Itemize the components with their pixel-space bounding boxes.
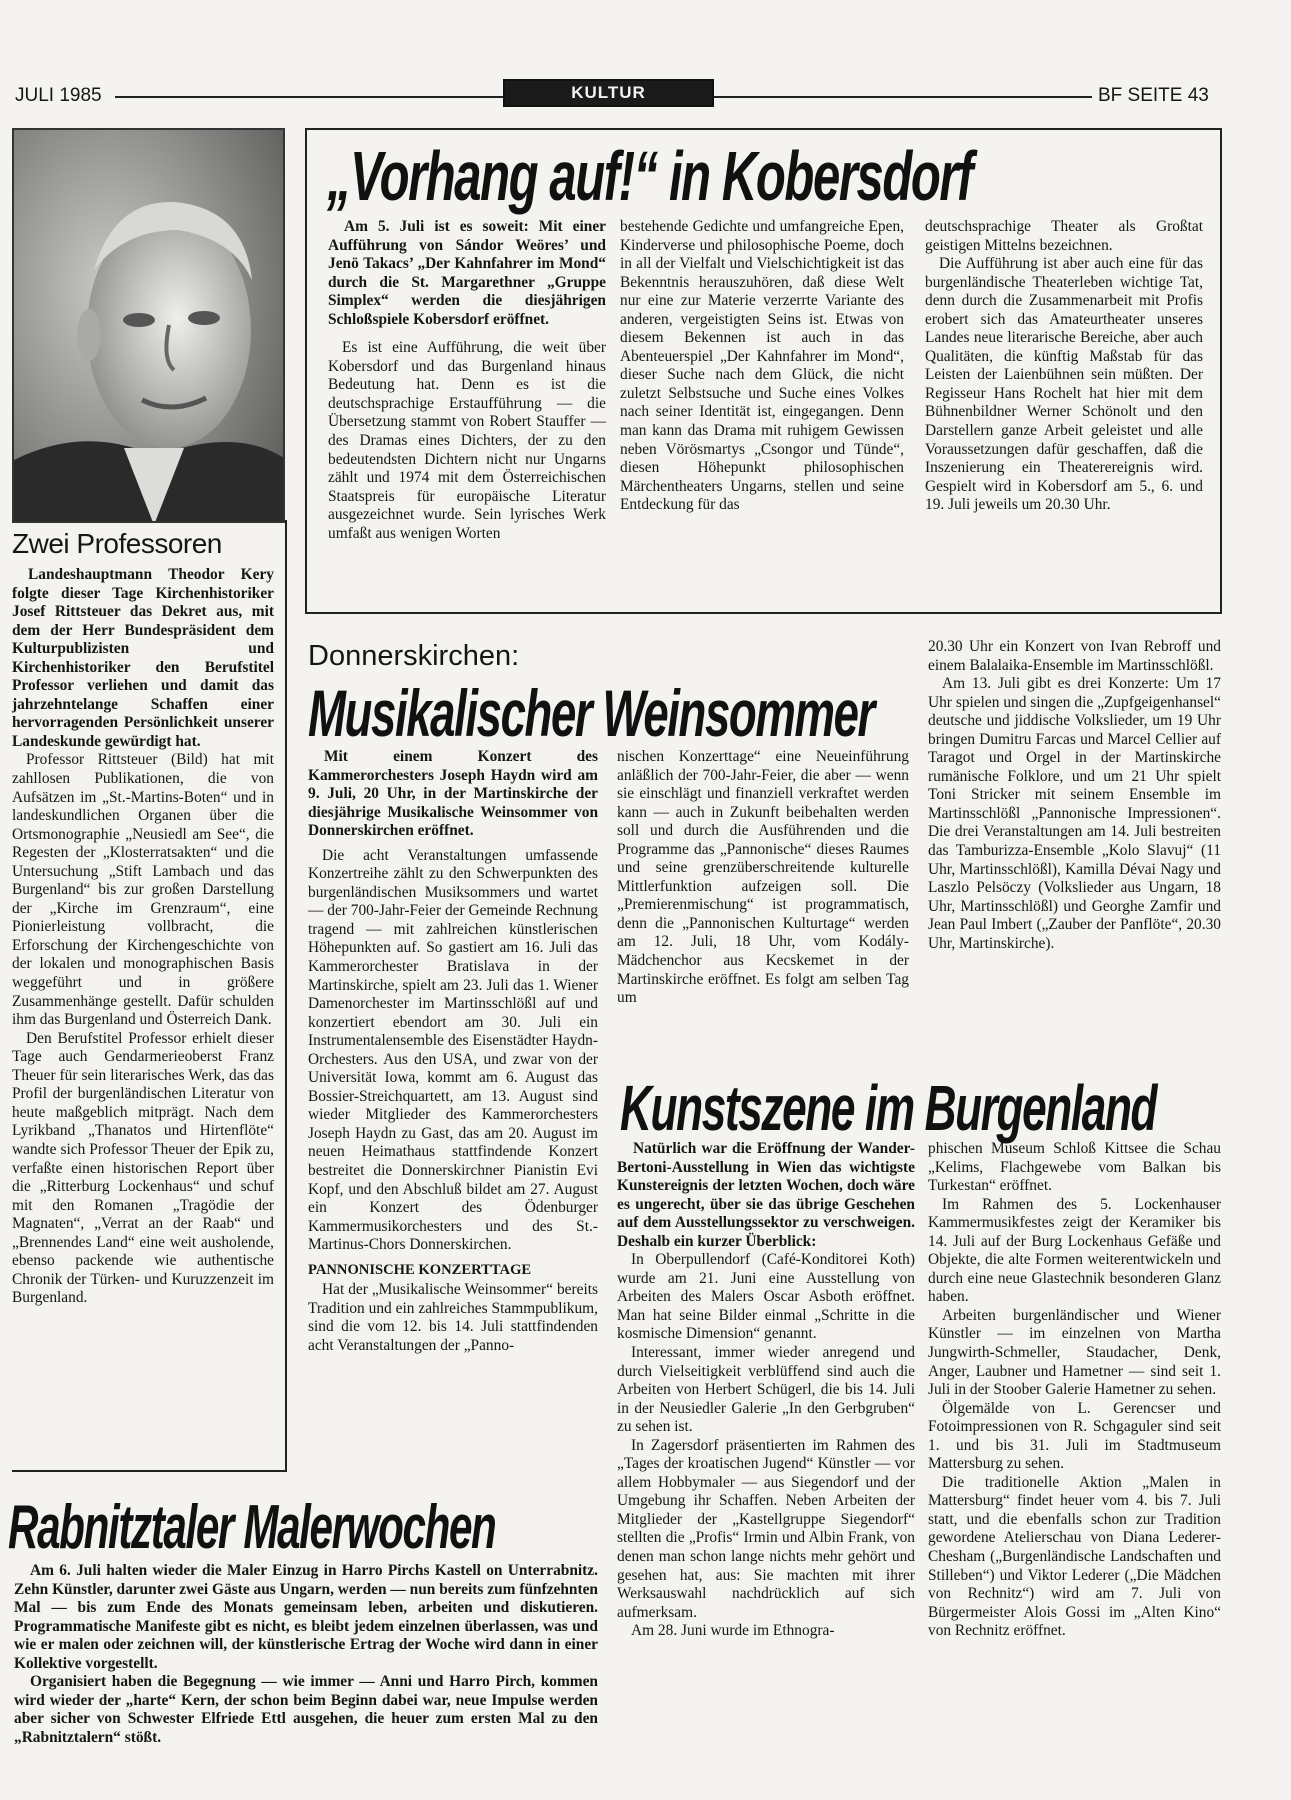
- article-kobersdorf-headline: „Vorhang auf!“ in Kobersdorf: [327, 137, 972, 215]
- article-kunstszene-paragraph: In Oberpullendorf (Café-Konditorei Koth) wurde am 21. Juni eine Ausstellung von Arbeiten des Malers Oscar Asboth eröffnet. Man hat seine Bilder einmal „Schritte in die kosmische Dimension“ genannt.: [617, 1251, 915, 1343]
- article-kunstszene-headline: Kunstszene im Burgenland: [620, 1072, 1157, 1144]
- sidebar-headline: Zwei Professoren: [12, 528, 222, 559]
- article-weinsommer-subhead: PANNONISCHE KONZERTTAGE: [308, 1261, 532, 1278]
- article-rabnitz-text: [14, 1562, 598, 1747]
- header-rule-left: [115, 96, 503, 98]
- article-kobersdorf-col2: [620, 218, 904, 515]
- portrait-photo: [12, 128, 285, 523]
- sidebar-lead: Landeshauptmann Theodor Kery folgte dieser Tage Kirchenhistoriker Josef Rittsteuer das Dekret aus, mit dem der Herr Bundespräsident dem Kulturpublizisten und Kirchenhistoriker den Berufstitel Professor verliehen und damit das jahrzehntelange Schaffen einer hervorragenden Persönlichkeit unserer Landeskunde gewürdigt hat.: [12, 566, 274, 750]
- article-kobersdorf-lead: Am 5. Juli ist es soweit: Mit einer Aufführung von Sándor Weöres’ und Jenö Takacs’ „Der Kahnfahrer im Mond“ durch die St. Margarethner „Gruppe Simplex“ werden die diesjährigen Schloßspiele Kobersdorf eröffnet.: [328, 218, 606, 328]
- article-kobersdorf-paragraph: Es ist eine Aufführung, die weit über Kobersdorf und das Burgenland hinaus Bedeutung hat. Denn es ist die deutschsprachige Erstaufführung — die Übersetzung stammt von Robert Stauffer — des Dramas eines Dichters, der zu den bedeutendsten Dichtern nicht nur Ungarns zählt und 1974 mit dem Österreichischen Staatspreis für europäische Literatur ausgezeichnet wurde. Sein lyrisches Werk umfaßt aus wenigen Worten: [328, 339, 606, 542]
- article-weinsommer-paragraph: Am 13. Juli gibt es drei Konzerte: Um 17 Uhr spielen und singen die „Zupfgeigenhansel“ deutsche und jiddische Volkslieder, um 19 Uhr bringen Dumitru Farcas und Marcel Cellier auf Taragot und Orgel in der Martinskirche rumänische Folklore, und um 21 Uhr spielt Toni Stricker mit seinem Ensemble im Martinsschlößl „Pannonische Impressionen“. Die drei Veranstaltungen am 14. Juli bestreiten das Tamburizza-Ensemble „Kolo Slavuj“ (11 Uhr, Martinsschlößl), Kamilla Dévai Nagy und Laszlo Pelsöczy (Volkslieder aus Ungarn, 18 Uhr, Martinsschlößl) und Georghe Zamfir und Jean Paul Imbert („Zauber der Panflöte“, 20.30 Uhr, Martinskirche).: [928, 675, 1221, 952]
- article-kunstszene-lead: Natürlich war die Eröffnung der Wander-Bertoni-Ausstellung in Wien das wichtigste Kunstereignis der letzten Wochen, doch wäre es ungerecht, über sie das übrige Geschehen auf dem Ausstellungssektor zu verschweigen. Deshalb ein kurzer Überblick:: [617, 1140, 915, 1250]
- article-kunstszene-paragraph: phischen Museum Schloß Kittsee die Schau „Kelims, Flachgewebe vom Balkan bis Turkestan“ eröffnet.: [928, 1140, 1221, 1195]
- article-kobersdorf-paragraph: bestehende Gedichte und umfangreiche Epen, Kinderverse und philosophische Poeme, doch in all der Vielfalt und Vielschichtigkeit ist das Bekenntnis herauszuhören, daß diese Welt nur eine zur Materie verzerrte Variante des anderen, vergeistigten Seins ist. Etwas von diesem Bekennen ist auch in das Abenteuerspiel „Der Kahnfahrer im Mond“, dieser Suche nach dem Glück, die nicht zuletzt Selbstsuche und Suche eines Volkes nach seiner Identität ist, eingegangen. Denn man kann das Drama mit ruhigem Gewissen neben Vörösmartys „Csongor und Tünde“, diesen Höhepunkt philosophischen Märchentheaters Ungarns, stellen und seine Entdeckung für das: [620, 218, 904, 514]
- section-label: [503, 79, 714, 107]
- article-weinsommer-paragraph: Die acht Veranstaltungen umfassende Konzertreihe zählt zu den Schwerpunkten des burgenländischen Musiksommers und wartet — der 700-Jahr-Feier der Gemeinde Rechnung tragend — mit zahlreichen künstlerischen Höhepunkten auf. So gastiert am 16. Juli das Kammerorchester Bratislava in der Martinskirche, spielt am 23. Juli das 1. Wiener Damenorchester im Martinsschlößl auf und konzertiert ebendort am 30. Juli ein Instrumentalensemble des Eisenstädter Haydn-Orchesters. Aus den USA, und zwar von der Universität Iowa, kommt am 6. August das Bossier-Streichquartett, am 13. August sind wieder Mitglieder des Kammerorchesters Joseph Haydn zu Gast, das am 20. August im neuen Heimathaus stattfindende Konzert bestreitet die Donnerskirchner Pianistin Evi Kopf, und den Abschluß bildet am 27. August ein Konzert des Ödenburger Kammermusikorchesters und des St.-Martinus-Chors Donnerskirchen.: [308, 846, 598, 1254]
- article-kunstszene-paragraph: Interessant, immer wieder anregend und durch Vielseitigkeit verblüffend sind auch die Arbeiten von Herbert Schügerl, die bis 14. Juli in der Neusiedler Galerie „In den Gerbgruben“ zu sehen ist.: [617, 1344, 915, 1436]
- article-weinsommer-paragraph: nischen Konzerttage“ eine Neueinführung anläßlich der 700-Jahr-Feier, die aber — wenn sie einschlägt und finanziell verkraftet werden kann — auch in Zukunft beibehalten werden soll und durch die Ausführenden und die Programme das „Pannonische“ dieses Raumes und seine grenzüberschreitende kulturelle Mittlerfunktion aufzeigen soll. Die „Premierenmischung“ ist programmatisch, denn die „Pannonischen Kulturtage“ werden am 12. Juli, 18 Uhr, vom Kodály-Mädchenchor aus Kecskemet in der Martinskirche eröffnet. Es folgt am selben Tag um: [617, 748, 909, 1007]
- article-kobersdorf-paragraph: Die Aufführung ist aber auch eine für das burgenländische Theaterleben wichtige Tat, denn durch die Zusammenarbeit mit Profis erobert sich das Amateurtheater unseres Landes neue literarische Bereiche, aber auch Qualitäten, die künftig Maßstab für das Leisten der Laienbühnen sein müßten. Der Regisseur Hans Rochelt hat hier mit dem Bühnenbildner Werner Schönolt und den Darstellern ganze Arbeit geleistet und alle Voraussetzungen dafür geschaffen, daß die Inszenierung ein Theaterereignis wird. Gespielt wird in Kobersdorf am 5., 6. und 19. Juli jeweils um 20.30 Uhr.: [925, 255, 1203, 514]
- article-rabnitz-headline: Rabnitztaler Malerwochen: [8, 1493, 496, 1562]
- sidebar-text: [12, 566, 274, 1308]
- article-rabnitz-lead: Am 6. Juli halten wieder die Maler Einzug in Harro Pirchs Kastell on Unterrabnitz. Zehn Künstler, darunter zwei Gäste aus Ungarn, werden — nun bereits zum fünfzehnten Mal — bis zum Ende des Monats gemeinsam leben, arbeiten und diskutieren. Programmatische Manifeste gibt es nicht, es bleibt jedem einzelnen überlassen, was und wie er malen oder zeichnen will, der künstlerische Ertrag der Woche wird dann in einer Kollektive vorgestellt.: [14, 1562, 598, 1672]
- article-kunstszene-paragraph: Ölgemälde von L. Gerencser und Fotoimpressionen von R. Schgaguler sind seit 1. und bis 31. Juli im Stadtmuseum Mattersburg zu sehen.: [928, 1399, 1221, 1473]
- article-kunstszene-paragraph: Die traditionelle Aktion „Malen in Mattersburg“ findet heuer vom 4. bis 7. Juli statt, und die ebenfalls schon zur Tradition gewordene Atelierschau von Diana Lederer-Chesham („Burgenländische Landschaften und Stilleben“) und Viktor Lederer („Die Mädchen von Rechnitz“) wird am 7. Juli von Bürgermeister Alois Gossi im „Alten Kino“ von Rechnitz eröffnet.: [928, 1473, 1221, 1640]
- article-kunstszene-paragraph: Arbeiten burgenländischer und Wiener Künstler — im einzelnen von Martha Jungwirth-Schmeller, Staudacher, Denk, Anger, Laubner und Hametner — sind seit 1. Juli in der Stoober Galerie Hametner zu sehen.: [928, 1306, 1221, 1399]
- header-page: BF SEITE 43: [1098, 85, 1209, 106]
- article-weinsommer-paragraph: Hat der „Musikalische Weinsommer“ bereits Tradition und ein zahlreiches Stammpublikum, sind die vom 12. bis 14. Juli stattfindenden acht Veranstaltungen der „Panno-: [308, 1281, 598, 1354]
- article-kobersdorf-col3: [925, 218, 1203, 515]
- article-weinsommer-lead: Mit einem Konzert des Kammerorchesters Joseph Haydn wird am 9. Juli, 20 Uhr, in der Martinskirche der diesjährige Musikalische Weinsommer von Donnerskirchen eröffnet.: [308, 748, 598, 840]
- sidebar-frame-right: [285, 520, 287, 1470]
- sidebar-frame-bottom: [12, 1470, 287, 1472]
- article-kunstszene-paragraph: Im Rahmen des 5. Lockenhauser Kammermusikfestes zeigt der Keramiker bis 14. Juli auf der Burg Lockenhaus Gefäße und Objekte, die alte Formen weiterentwickeln und durch eine neue Glastechnik besonderen Glanz haben.: [928, 1195, 1221, 1306]
- article-kunstszene-col2: [928, 1140, 1221, 1641]
- article-weinsommer-headline: Musikalischer Weinsommer: [308, 676, 874, 750]
- header-date: JULI 1985: [15, 85, 102, 106]
- article-weinsommer-col3: [928, 638, 1221, 953]
- section-label-text: KULTUR: [571, 83, 646, 102]
- article-kobersdorf-paragraph: deutschsprachige Theater als Großtat geistigen Mittelns bezeichnen.: [925, 218, 1203, 254]
- article-weinsommer-paragraph: 20.30 Uhr ein Konzert von Ivan Rebroff und einem Balalaika-Ensemble im Martinsschlößl.: [928, 638, 1221, 674]
- article-rabnitz-lead: Organisiert haben die Begegnung — wie immer — Anni und Harro Pirch, kommen wird wieder der „harte“ Kern, der schon beim Beginn dabei war, neue Impulse werden aber sicher von Schwester Elfriede Ettl ausgehen, die heuer zum ersten Mal zu den „Rabnitztalern“ stößt.: [14, 1673, 598, 1746]
- sidebar-paragraph: Den Berufstitel Professor erhielt dieser Tage auch Gendarmerieoberst Franz Theuer für sein literarisches Werk, das das Profil der burgenländischen Literatur von heute maßgeblich mitprägt. Nach dem Lyrikband „Thanatos und Hirtenflöte“ wandte sich Professor Theuer der Epik zu, verfaßte einen historischen Report über die „Ritterburg Lockenhaus“ und schuf mit den Romanen „Tragödie der Magnaten“, „Verrat an der Raab“ und „Brennendes Land“ eine weit ausholende, ebenso packende wie authentische Chronik der Türken- und Kuruzzenzeit im Burgenland.: [12, 1029, 274, 1307]
- portrait-photo-icon: [14, 130, 285, 523]
- article-kobersdorf-col1: [328, 218, 606, 543]
- article-weinsommer-col1: [308, 748, 598, 1356]
- article-kunstszene-col1: [617, 1140, 915, 1641]
- article-kunstszene-paragraph: Am 28. Juni wurde im Ethnogra-: [631, 1622, 835, 1640]
- article-weinsommer-kicker: Donnerskirchen:: [308, 640, 520, 672]
- header-rule-right: [714, 96, 1092, 98]
- article-weinsommer-col2: [617, 748, 909, 1008]
- article-kunstszene-paragraph: In Zagersdorf präsentierten im Rahmen des „Tages der kroatischen Jugend“ Künstler — vor allem Hobbymaler — aus Siegendorf und der Umgebung ihr Schaffen. Neben Arbeiten der Mitglieder der „Kastellgruppe Siegendorf“ stellten die „Profis“ Irmin und Albin Frank, von denen man schon lange nichts mehr gehört und gesehen hat, aus: Sie machten mit ihrer Werksauswahl nachdrücklich auf sich aufmerksam.: [617, 1436, 915, 1621]
- sidebar-paragraph: Professor Rittsteuer (Bild) hat mit zahllosen Publikationen, die von Aufsätzen im „St.-Martins-Boten“ und in landeskundlichen Organen über die Ortsmonographie „Neusiedl am See“, die Regesten der „Klosterratsakten“ und die Untersuchung „Stift Lambach und das Burgenland“ bis zur großen Darstellung der „Kirche im Grenzraum“, eine Pionierleistung vollbracht, die Erforschung der Kirchengeschichte von der lokalen und monographischen Basis weggeführt und in größere Zusammenhänge gestellt. Dafür schulden ihm das Burgenland und Österreich Dank.: [12, 751, 274, 1029]
